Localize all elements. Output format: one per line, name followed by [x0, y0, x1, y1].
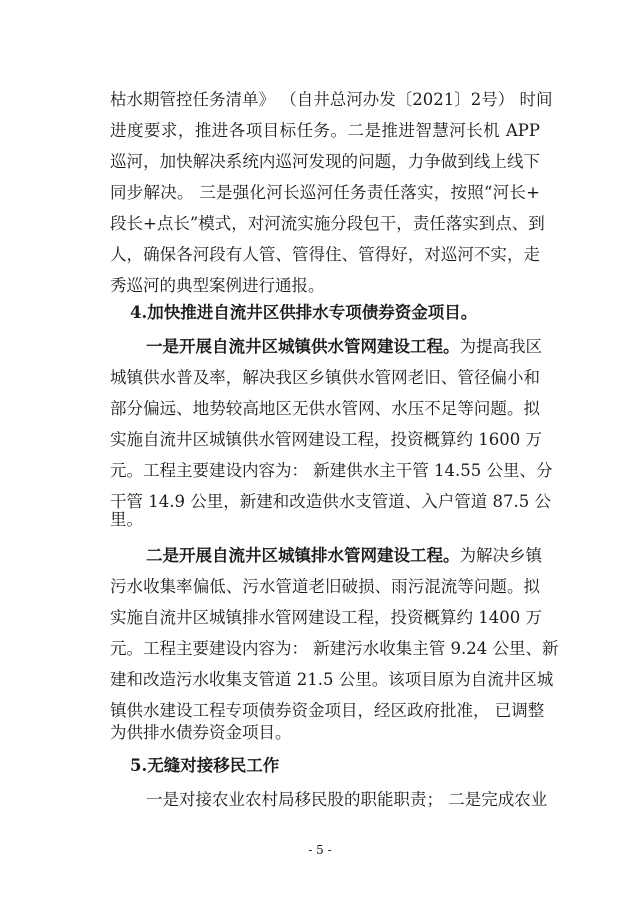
- text-line: 元。工程主要建设内容为： 新建供水主干管 14.55 公里、分: [110, 461, 553, 480]
- paragraph-1-lead: 一是开展自流井区城镇供水管网建设工程。: [146, 337, 460, 356]
- text-line: 段长+点长”模式，对河流实施分段包干，责任落实到点、到: [110, 214, 545, 233]
- text-line: 干管 14.9 公里，新建和改造供水支管道、入户管道 87.5 公: [110, 492, 551, 511]
- text-line: 实施自流井区城镇供水管网建设工程，投资概算约 1600 万: [110, 430, 542, 449]
- text-line: 建和改造污水收集支管道 21.5 公里。该项目原为自流井区城: [110, 670, 554, 689]
- paragraph-2-first-rest: 为解决乡镇: [459, 546, 542, 565]
- page-number: - 5 -: [308, 843, 332, 857]
- text-line: 城镇供水普及率，解决我区乡镇供水管网老旧、管径偏小和: [110, 368, 540, 387]
- text-line: 实施自流井区城镇排水管网建设工程，投资概算约 1400 万: [110, 608, 542, 627]
- text-line: 元。工程主要建设内容为： 新建污水收集主管 9.24 公里、新: [110, 639, 559, 658]
- paragraph-2-first-line: [146, 546, 540, 566]
- paragraph-2-lead: 二是开展自流井区城镇排水管网建设工程。: [146, 546, 460, 565]
- text-line: 部分偏远、地势较高地区无供水管网、水压不足等问题。拟: [110, 399, 540, 418]
- text-line: 同步解决。 三是强化河长巡河任务责任落实，按照“河长+: [110, 183, 540, 202]
- paragraph-1-first-line: [146, 337, 540, 357]
- text-line: 秀巡河的典型案例进行通报。: [110, 276, 325, 295]
- section-heading-4: 4.加快推进自流井区供排水专项债券资金项目。: [130, 303, 478, 322]
- text-line: 进度要求，推进各项目标任务。二是推进智慧河长机 APP: [110, 121, 540, 140]
- text-line: 一是对接农业农村局移民股的职能职责； 二是完成农业: [146, 790, 548, 809]
- text-line: 巡河，加快解决系统内巡河发现的问题，力争做到线上线下: [110, 152, 540, 171]
- text-line: 污水收集率偏低、污水管道老旧破损、雨污混流等问题。拟: [110, 577, 540, 596]
- text-line: 为供排水债券资金项目。: [110, 723, 292, 742]
- paragraph-1-first-rest: 为提高我区: [459, 337, 542, 356]
- section-heading-5: 5.无缝对接移民工作: [130, 756, 280, 775]
- text-line: 镇供水建设工程专项债券资金项目，经区政府批准， 已调整: [110, 701, 545, 720]
- text-line: 枯水期管控任务清单》 （自井总河办发〔2021〕2号） 时间: [110, 90, 553, 109]
- text-line: 里。: [110, 510, 143, 529]
- text-line: 人，确保各河段有人管、管得住、管得好，对巡河不实，走: [110, 245, 540, 264]
